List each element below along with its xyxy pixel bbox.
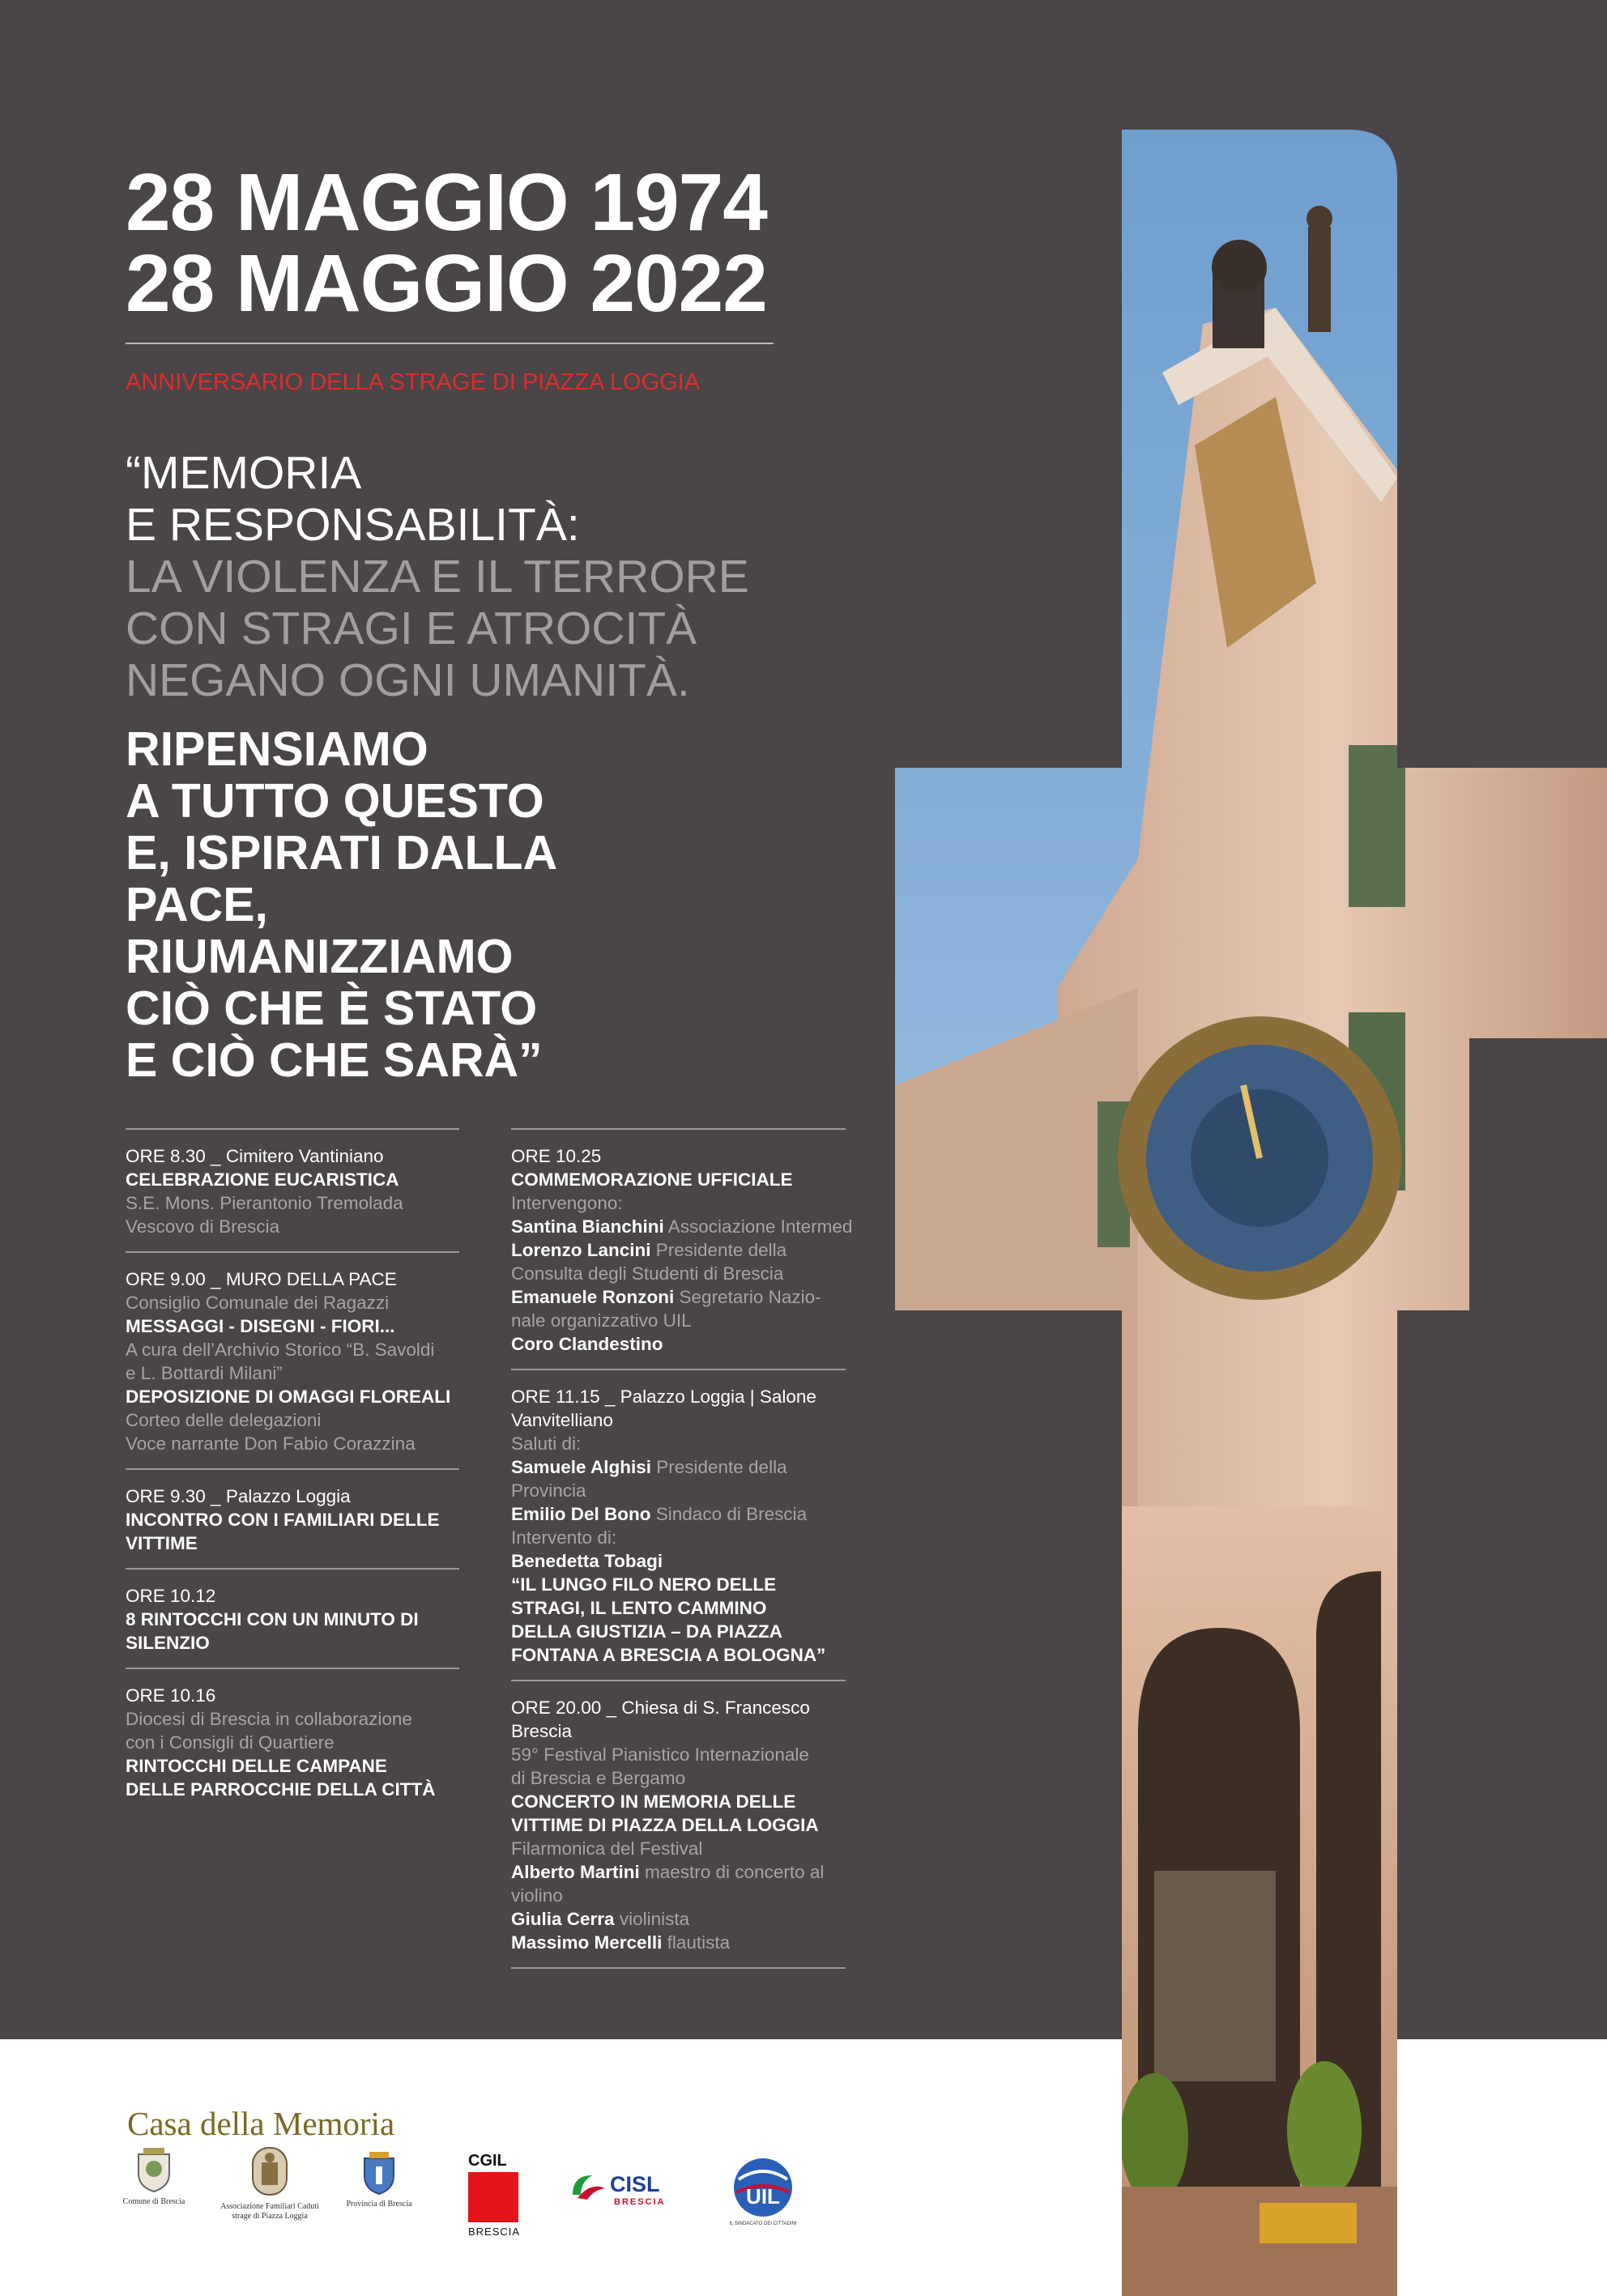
event-detail: e L. Bottardi Milani” [126, 1363, 283, 1383]
quote-line: PACE, [126, 878, 268, 931]
speaker-name: Samuele Alghisi [511, 1457, 651, 1477]
quote-line: CON STRAGI E ATROCITÀ [126, 603, 697, 654]
quote-line: “MEMORIA [126, 447, 362, 499]
event-detail: 59° Festival Pianistico Internazionale [511, 1744, 809, 1765]
uil-globe-icon [727, 2155, 799, 2220]
comune-brescia-logo [119, 2146, 189, 2207]
speaker-role: flautista [662, 1932, 731, 1953]
event-detail: Filarmonica del Festival [511, 1838, 703, 1859]
cgil-subtitle: BRESCIA [468, 2226, 521, 2238]
event-time: ORE 10.16 [126, 1685, 216, 1706]
speaker-name: Coro Clandestino [511, 1334, 663, 1354]
speaker-name: Massimo Mercelli [511, 1932, 663, 1953]
quote-line: E RESPONSABILITÀ: [126, 499, 580, 551]
uil-logo [714, 2155, 812, 2226]
event-time: ORE 9.30 _ Palazzo Loggia [126, 1486, 351, 1506]
casa-della-memoria-logo: Casa della Memoria [127, 2105, 395, 2142]
uil-subtitle: IL SINDACATO DEI CITTADINI [729, 2221, 797, 2226]
event-title: “IL LUNGO FILO NERO DELLE [511, 1574, 777, 1595]
speaker-role: Presidente della [650, 1457, 787, 1477]
event-detail: S.E. Mons. Pierantonio Tremolada [126, 1193, 403, 1213]
event-title: STRAGI, IL LENTO CAMMINO [511, 1598, 767, 1618]
page-title [126, 157, 767, 329]
comune-crest-icon [135, 2146, 173, 2193]
cisl-logo [569, 2170, 667, 2211]
event-time: ORE 11.15 _ Palazzo Loggia | Salone [511, 1387, 816, 1407]
event-item [126, 1130, 459, 1251]
cisl-subtitle: BRESCIA [614, 2197, 666, 2207]
event-detail: Corteo delle delegazioni [126, 1410, 322, 1430]
event-time: ORE 9.00 _ MURO DELLA PACE [126, 1269, 397, 1289]
title-divider [126, 343, 774, 344]
speaker-role: Consulta degli Studenti di Brescia [511, 1263, 784, 1284]
logo-caption: Comune di Brescia [122, 2197, 185, 2206]
speaker-role: Segretario Nazio- [674, 1287, 821, 1307]
event-time: Vanvitelliano [511, 1410, 613, 1430]
event-item [126, 1470, 459, 1568]
speaker-role: Provincia [511, 1480, 586, 1501]
event-detail: Vescovo di Brescia [126, 1216, 280, 1237]
event-title: DELLA GIUSTIZIA – DA PIAZZA [511, 1621, 782, 1642]
event-detail: con i Consigli di Quartiere [126, 1732, 335, 1753]
quote-line: NEGANO OGNI UMANITÀ. [126, 654, 690, 706]
speaker-name: Alberto Martini [511, 1862, 640, 1882]
speaker-role: Presidente della [650, 1240, 787, 1260]
event-title: VITTIME [126, 1533, 198, 1553]
cisl-mark-icon [569, 2170, 607, 2203]
event-detail: Intervento di: [511, 1527, 617, 1548]
event-time: ORE 10.12 [126, 1586, 216, 1606]
quote-line: LA VIOLENZA E IL TERRORE [126, 551, 749, 603]
event-time: Brescia [511, 1721, 573, 1741]
event-title: VITTIME DI PIAZZA DELLA LOGGIA [511, 1815, 819, 1835]
event-title: INCONTRO CON I FAMILIARI DELLE [126, 1510, 440, 1530]
logo-caption: Provincia di Brescia [346, 2200, 412, 2209]
program-column-left [126, 1128, 459, 1814]
divider [511, 1967, 846, 1969]
quote-line: RIUMANIZZIAMO [126, 930, 514, 983]
speaker-role: maestro di concerto al [639, 1862, 825, 1882]
associazione-crest-icon [249, 2145, 290, 2198]
cgil-name: CGIL [468, 2152, 507, 2170]
quote-line: A TUTTO QUESTO [126, 774, 544, 828]
event-detail: di Brescia e Bergamo [511, 1768, 686, 1788]
event-detail: A cura dell’Archivio Storico “B. Savoldi [126, 1340, 435, 1360]
speaker-name: Lorenzo Lancini [511, 1240, 651, 1260]
speaker-role: nale organizzativo UIL [511, 1310, 692, 1331]
event-item [126, 1669, 459, 1814]
speaker-name: Emanuele Ronzoni [511, 1287, 675, 1307]
quote-line: CIÒ CHE È STATO [126, 982, 538, 1035]
event-title: FONTANA A BRESCIA A BOLOGNA” [511, 1645, 826, 1665]
subtitle: ANNIVERSARIO DELLA STRAGE DI PIAZZA LOGGIA [126, 369, 701, 395]
speaker-name: Emilio Del Bono [511, 1504, 651, 1524]
event-title: SILENZIO [126, 1633, 210, 1653]
title-date-2022: 28 MAGGIO 2022 [126, 238, 767, 329]
title-date-1974: 28 MAGGIO 1974 [126, 157, 767, 248]
speaker-name: Santina Bianchini [511, 1216, 664, 1237]
logo-caption: Associazione Familiari Caduti [220, 2202, 319, 2211]
program-column-right [511, 1128, 853, 1969]
speaker-role: violinista [614, 1909, 690, 1929]
speaker-name: Giulia Cerra [511, 1909, 615, 1929]
event-title: CONCERTO IN MEMORIA DELLE [511, 1791, 796, 1812]
quote-line: E, ISPIRATI DALLA [126, 826, 558, 880]
event-detail: Diocesi di Brescia in collaborazione [126, 1709, 412, 1729]
event-title: 8 RINTOCCHI CON UN MINUTO DI [126, 1609, 419, 1629]
speaker-role: violino [511, 1885, 563, 1906]
event-detail: Voce narrante Don Fabio Corazzina [126, 1433, 416, 1454]
speaker-role: Associazione Intermed [663, 1216, 853, 1237]
quote-block [126, 447, 749, 706]
uil-name: UIL [746, 2184, 780, 2209]
cisl-name: CISL [610, 2172, 660, 2196]
event-title: CELEBRAZIONE EUCARISTICA [126, 1169, 399, 1190]
event-detail: Intervengono: [511, 1193, 623, 1213]
speaker-name: Benedetta Tobagi [511, 1551, 663, 1571]
event-title: DELLE PARROCCHIE DELLA CITTÀ [126, 1779, 436, 1800]
event-time: ORE 8.30 _ Cimitero Vantiniano [126, 1146, 384, 1166]
event-time: ORE 20.00 _ Chiesa di S. Francesco [511, 1698, 810, 1718]
logo-caption: strage di Piazza Loggia [232, 2212, 308, 2221]
event-item [126, 1570, 459, 1668]
quote-block-bold [126, 723, 557, 1086]
cgil-red-square [468, 2172, 518, 2222]
event-title: RINTOCCHI DELLE CAMPANE [126, 1756, 387, 1776]
provincia-crest-icon [360, 2150, 399, 2196]
quote-line: RIPENSIAMO [126, 722, 428, 776]
event-detail: Saluti di: [511, 1433, 582, 1454]
event-item [511, 1370, 846, 1680]
event-title: DEPOSIZIONE DI OMAGGI FLOREALI [126, 1387, 451, 1407]
event-detail: Consiglio Comunale dei Ragazzi [126, 1293, 390, 1313]
cgil-logo [468, 2152, 521, 2238]
event-time: ORE 10.25 [511, 1146, 602, 1166]
event-item [511, 1130, 853, 1369]
event-title: COMMEMORAZIONE UFFICIALE [511, 1169, 793, 1190]
quote-line: E CIÒ CHE SARÀ” [126, 1033, 543, 1087]
event-item [126, 1253, 459, 1468]
event-title: MESSAGGI - DISEGNI - FIORI... [126, 1316, 395, 1336]
associazione-familiari-logo [209, 2145, 330, 2221]
speaker-role: Sindaco di Brescia [650, 1504, 808, 1524]
provincia-brescia-logo [339, 2150, 420, 2209]
clock-tower-photo [895, 130, 1607, 2296]
event-item [511, 1681, 846, 1967]
